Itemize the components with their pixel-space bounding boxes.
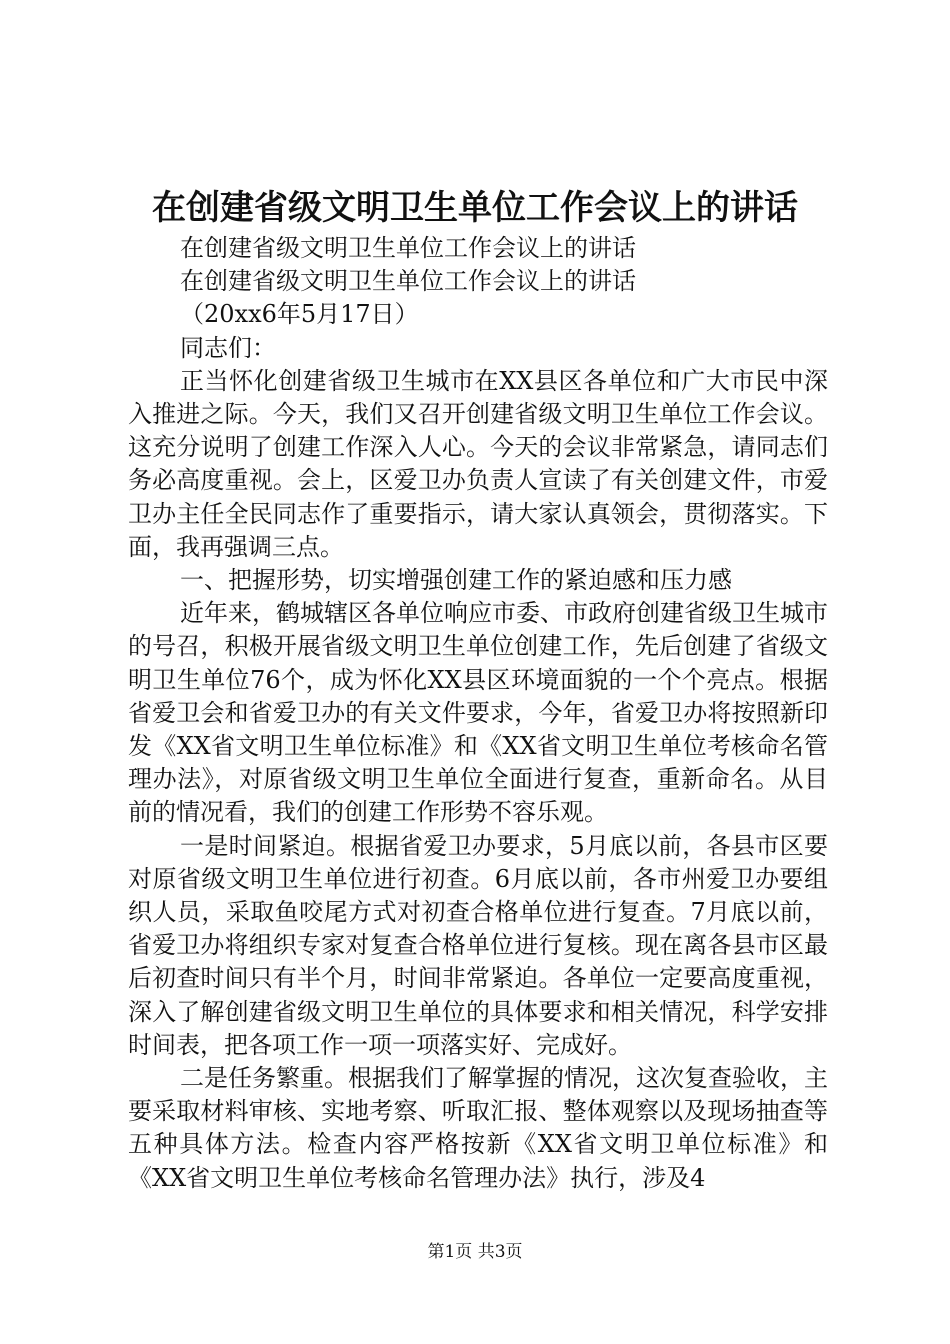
document-body (128, 232, 828, 1195)
page-footer: 第1页 共3页 (427, 1242, 523, 1262)
speech-date: （20xx6年5月17日） (180, 300, 419, 329)
paragraph-heavy-tasks: 二是任务繁重。根据我们了解掌握的情况，这次复查验收，主要采取材料审核、实地考察、听取汇报、整体观察以及现场抽查等五种具体方法。检查内容严格按新《XX省文明卫单位标准》和《XX省文明卫生单位考核命名管理办法》执行，涉及4 (128, 1064, 828, 1192)
subtitle-line-1: 在创建省级文明卫生单位工作会议上的讲话 (180, 234, 636, 262)
salutation: 同志们： (180, 333, 276, 362)
document-title: 在创建省级文明卫生单位工作会议上的讲话 (152, 188, 798, 228)
subtitle-line-2: 在创建省级文明卫生单位工作会议上的讲话 (180, 267, 636, 296)
paragraph-opening: 正当怀化创建省级卫生城市在XX县区各单位和广大市民中深入推进之际。今天，我们又召开创建省级文明卫生单位工作会议。这充分说明了创建工作深入人心。今天的会议非常紧急，请同志们务必高度重视。会上，区爱卫办负责人宣读了有关创建文件，市爱卫办主任全民同志作了重要指示，请大家认真领会，贯彻落实。下面，我再强调三点。 (128, 366, 828, 561)
section-heading-1: 一、把握形势，切实增强创建工作的紧迫感和压力感 (180, 566, 732, 595)
paragraph-time-pressing: 一是时间紧迫。根据省爱卫办要求，5月底以前，各县市区要对原省级文明卫生单位进行初查。6月底以前，各市州爱卫办要组织人员，采取鱼咬尾方式对初查合格单位进行复查。7月底以前，省爱卫办将组织专家对复查合格单位进行复核。现在离各县市区最后初查时间只有半个月，时间非常紧迫。各单位一定要高度重视，深入了解创建省级文明卫生单位的具体要求和相关情况，科学安排时间表，把各项工作一项一项落实好、完成好。 (128, 831, 828, 1059)
paragraph-situation: 近年来，鹤城辖区各单位响应市委、市政府创建省级卫生城市的号召，积极开展省级文明卫生单位创建工作，先后创建了省级文明卫生单位76个，成为怀化XX县区环境面貌的一个个亮点。根据省爱卫会和省爱卫办的有关文件要求，今年，省爱卫办将按照新印发《XX省文明卫生单位标准》和《XX省文明卫生单位考核命名管理办法》，对原省级文明卫生单位全面进行复查，重新命名。从目前的情况看，我们的创建工作形势不容乐观。 (128, 599, 828, 827)
